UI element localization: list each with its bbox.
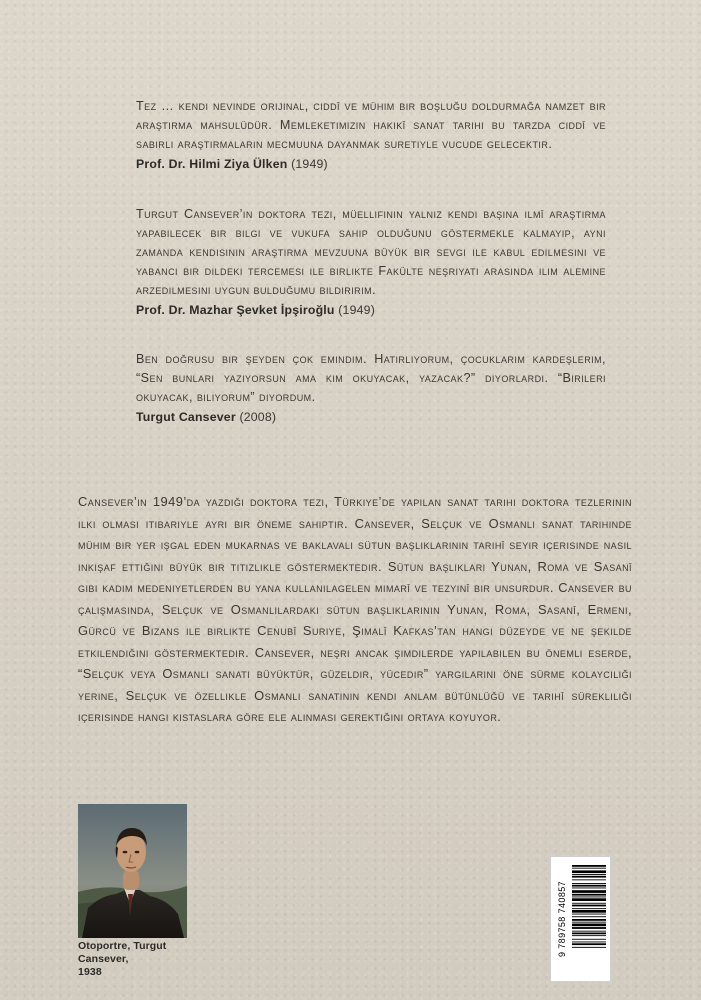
self-portrait-image	[78, 804, 187, 938]
quote-year: (2008)	[239, 410, 277, 424]
quote-year: (1949)	[291, 157, 328, 171]
isbn-text: 9 789758 740857	[557, 880, 567, 958]
quote-ipsiroglu	[136, 205, 606, 320]
quote-cansever	[136, 350, 606, 427]
isbn-barcode	[550, 856, 611, 982]
quote-text: Turgut Cansever’in doktora tezi, müellifinin yalnız kendi başına ilmî araştırma yapabilecek bir bilgi ve vukufa sahip olduğunu göstermekle kalmayıp, aynı zamanda kendisinin araştırma mevzuuna büyük bir sevgi ile kabul edilmesini ve yabancı bir dildeki tercemesi ile birlikte Fakülte neşriyatı arasında ilim alemine arzedilmesini uygun bulduğumu bildiririm.	[136, 207, 606, 297]
caption-line: Otoportre, Turgut Cansever,	[78, 940, 167, 965]
author-title: Prof. Dr.	[136, 157, 186, 171]
quote-text: Tez … kendi nevinde orijinal, ciddî ve mühim bir boşluğu doldurmağa namzet bir araştırma mahsulüdür. Memleketimizin hakikî sanat tarihi bu tarzda ciddî ve sabırlı araştırmaların mecmuuna dayanmak suretiyle vucude gelecektir.	[136, 99, 606, 151]
isbn-number	[555, 861, 570, 977]
quote-text: Ben doğrusu bir şeyden çok emindim. Hatırlıyorum, çocuklarım kardeşlerim, “Sen bunları yazıyorsun ama kim okuyacak, yazacak?” diyorlardı. “Birileri okuyacak, biliyorum” diyordum.	[136, 352, 606, 404]
endorsement-quotes	[136, 97, 606, 427]
portrait-caption	[78, 940, 218, 979]
caption-line: 1938	[78, 966, 102, 978]
author-title: Prof. Dr.	[136, 303, 186, 317]
quote-attribution	[136, 408, 606, 427]
author-name: Hilmi Ziya Ülken	[189, 157, 288, 171]
author-name: Mazhar Şevket İpşiroğlu	[189, 303, 335, 317]
author-name: Turgut Cansever	[136, 410, 236, 424]
back-cover-description: Cansever’in 1949’da yazdığı doktora tezi, Türkiye’de yapılan sanat tarihi doktora tezlerinin ilki olması itibariyle ayrı bir öneme sahiptir. Cansever, Selçuk ve Osmanlı sanat tarihinde mühim bir yer işgal eden mukarnas ve baklavalı sütun başlıklarının tarihî seyir içerisinde nasıl inkişaf ettiğini büyük bir titizlikle göstermektedir. Sütun başlıkları Yunan, Roma ve Sasanî gibi kadim medeniyetlerden bu yana kullanılagelen mimarî ve tezyinî bir unsurdur. Cansever bu çalışmasında, Selçuk ve Osmanlılardaki sütun başlıklarının Yunan, Roma, Sasanî, Ermeni, Gürcü ve Bizans ile birlikte Cenubî Suriye, Şimalî Kafkas’tan hangi düzeyde ve ne şekilde etkilendiğini göstermektedir. Cansever, neşri ancak şimdilerde yapılabilen bu önemli eserde, “Selçuk veya Osmanlı sanatı büyüktür, güzeldir, yücedir” yargılarını öne sürme kolaycılığı yerine, Selçuk ve özellikle Osmanlı sanatının kendi anlam bütünlüğü ve tarihî sürekliliği içerisinde hangi kıstaslara göre ele alınması gerektiğini ortaya koyuyor.	[78, 494, 632, 724]
quote-attribution	[136, 301, 606, 320]
quote-attribution	[136, 155, 606, 174]
portrait-painting-icon	[78, 804, 187, 938]
quote-year: (1949)	[338, 303, 376, 317]
quote-ulken	[136, 97, 606, 174]
